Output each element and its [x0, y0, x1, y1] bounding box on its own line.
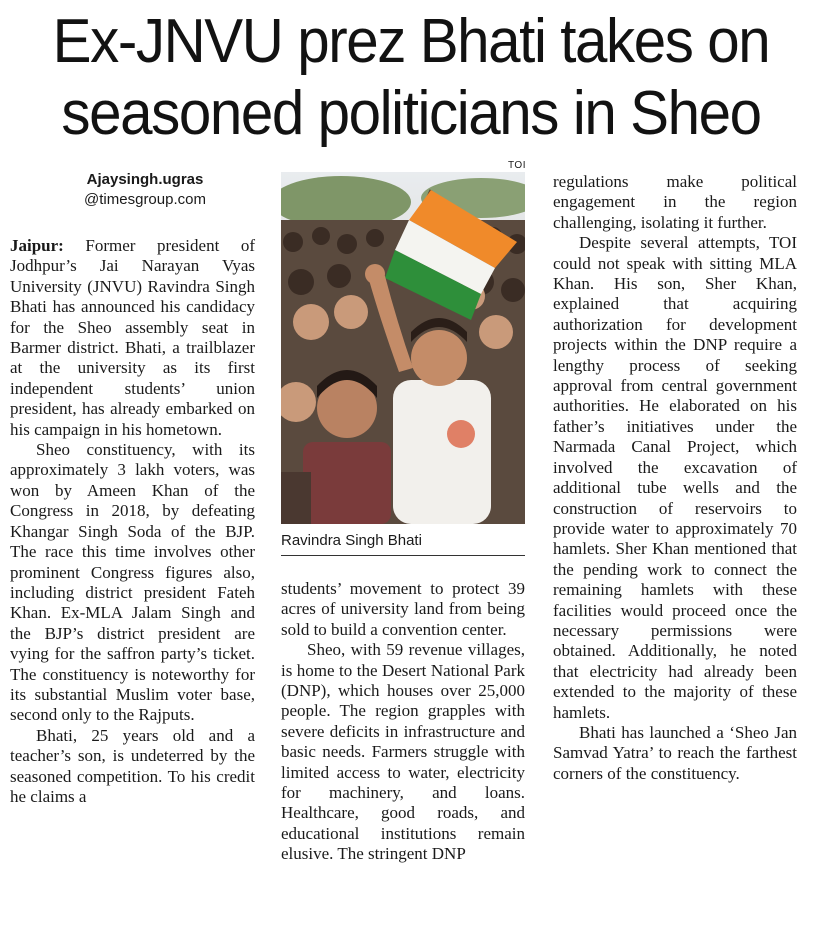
paragraph: regulations make political engagement in the region challenging, isolating it further. — [553, 172, 797, 232]
paragraph-text: Former president of Jodhpur’s Jai Narayan Vyas University (JNVU) Ravindra Singh Bhati has announced his candidacy for the Sheo assembly seat in Barmer district. Bhati, a trailblazer at the university as its first independent students’ union president, has already embarked on his campaign in his hometown. — [10, 236, 255, 439]
dateline: Jaipur: — [10, 236, 64, 255]
paragraph: Bhati, 25 years old and a teacher’s son, is undeterred by the seasoned competition. To his credit he claims a — [10, 725, 255, 806]
headline-line-2: seasoned politicians in Sheo — [61, 79, 761, 148]
byline-name: Ajaysingh.ugras — [86, 171, 204, 188]
headline-line-1: Ex-JNVU prez Bhati takes on — [52, 7, 770, 76]
paragraph: Sheo constituency, with its approximately 3 lakh voters, was won by Ameen Khan of the Congress in 2018, by defeating Khangar Singh Soda of the BJP. The race this time involves other prominent Congress figures also, including district president Fateh Khan. Ex-MLA Jalam Singh and the BJP’s district president are vying for the saffron party’s ticket. The constituency is noteworthy for its substantial Muslim voter base, second only to the Rajputs. — [10, 440, 255, 725]
paragraph: Sheo, with 59 revenue villages, is home to the Desert National Park (DNP), which houses over 25,000 people. The region grapples with severe deficits in infrastructure and basic needs. Farmers struggle with limited access to water, electricity for machinery, and loans. Healthcare, good roads, and educational institutions remain elusive. The stringent DNP — [281, 640, 525, 864]
article-column-2 — [281, 579, 525, 865]
news-photo — [281, 172, 525, 524]
paragraph: students’ movement to protect 39 acres of university land from being sold to build a convention center. — [281, 579, 525, 639]
paragraph — [10, 236, 255, 440]
article-column-3 — [553, 172, 797, 784]
photo-caption: Ravindra Singh Bhati — [281, 532, 525, 556]
crowd-photo-illustration — [281, 172, 525, 524]
article-column-1 — [10, 236, 255, 807]
paragraph: Despite several attempts, TOI could not speak with sitting MLA Khan. His son, Sher Khan, explained that acquiring authorization for development projects within the DNP require a lengthy process of seeking approval from central government authorities. He elaborated on his father’s initiatives under the Narmada Canal Project, which involved the excavation of additional tube wells and the construction of reservoirs to provide water to approximately 70 hamlets. Sher Khan mentioned that the pending work to connect the remaining hamlets with these facilities would proceed once the necessary permissions were obtained. Additionally, he noted that electricity had already been extended to the majority of these hamlets. — [553, 233, 797, 722]
photo-credit: TOI — [508, 160, 526, 171]
byline-handle: @timesgroup.com — [84, 191, 206, 208]
paragraph: Bhati has launched a ‘Sheo Jan Samvad Yatra’ to reach the farthest corners of the constituency. — [553, 722, 797, 783]
byline — [40, 170, 250, 210]
headline — [25, 6, 798, 150]
